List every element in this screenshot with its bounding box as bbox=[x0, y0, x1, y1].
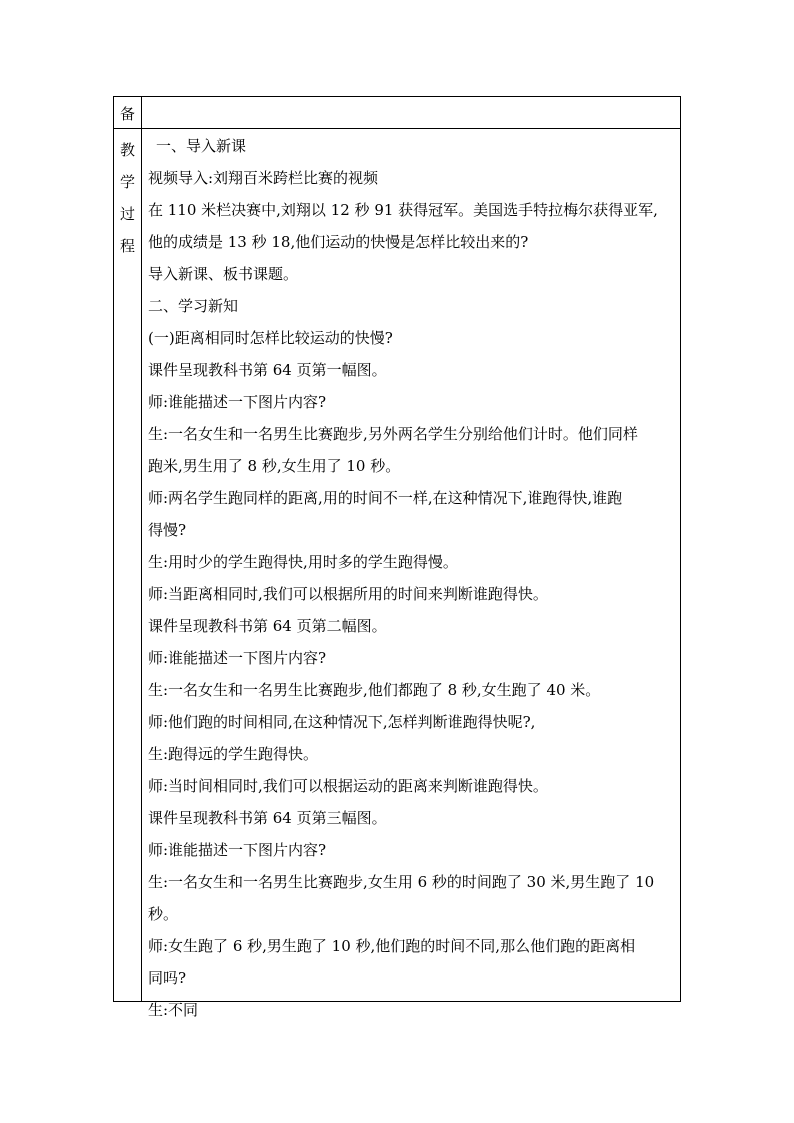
text-line: 课件呈现教科书第 64 页第三幅图。 bbox=[148, 809, 387, 827]
section-heading: 二、学习新知 bbox=[148, 297, 239, 315]
text-line: 课件呈现教科书第 64 页第二幅图。 bbox=[148, 617, 387, 635]
row-label-teaching-process bbox=[114, 134, 141, 262]
lesson-content bbox=[148, 130, 678, 1026]
row-label-top: 备 bbox=[119, 105, 135, 123]
text-line: 视频导入:刘翔百米跨栏比赛的视频 bbox=[148, 169, 379, 187]
text-line: 师:两名学生跑同样的距离,用的时间不一样,在这种情况下,谁跑得快,谁跑 bbox=[148, 489, 623, 507]
row-label-char: 程 bbox=[119, 237, 135, 255]
lesson-table bbox=[113, 96, 681, 1019]
row-label-char: 过 bbox=[119, 205, 135, 223]
table-header-row bbox=[114, 97, 680, 129]
text-line: 生:用时少的学生跑得快,用时多的学生跑得慢。 bbox=[148, 553, 458, 571]
row-label-char: 教 bbox=[119, 141, 135, 159]
text-line: 师:谁能描述一下图片内容? bbox=[148, 649, 327, 667]
text-line: 生:不同 bbox=[148, 1001, 199, 1019]
text-line: 在 110 米栏决赛中,刘翔以 12 秒 91 获得冠军。美国选手特拉梅尔获得亚军, bbox=[148, 201, 658, 219]
text-line: 同吗? bbox=[148, 969, 187, 987]
subsection-heading: (一)距离相同时怎样比较运动的快慢? bbox=[148, 329, 393, 347]
text-line: 导入新课、板书课题。 bbox=[148, 265, 299, 283]
text-line: 生:一名女生和一名男生比赛跑步,女生用 6 秒的时间跑了 30 米,男生跑了 10 bbox=[148, 873, 655, 891]
text-line: 生:一名女生和一名男生比赛跑步,另外两名学生分别给他们计时。他们同样 bbox=[148, 425, 638, 443]
text-line: 生:跑得远的学生跑得快。 bbox=[148, 745, 319, 763]
text-line: 师:女生跑了 6 秒,男生跑了 10 秒,他们跑的时间不同,那么他们跑的距离相 bbox=[148, 937, 636, 955]
text-line: 师:谁能描述一下图片内容? bbox=[148, 393, 327, 411]
text-line: 师:他们跑的时间相同,在这种情况下,怎样判断谁跑得快呢?, bbox=[148, 713, 536, 731]
row-label-char: 学 bbox=[119, 173, 135, 191]
text-line: 师:谁能描述一下图片内容? bbox=[148, 841, 327, 859]
column-divider bbox=[141, 97, 142, 1001]
text-line: 师:当距离相同时,我们可以根据所用的时间来判断谁跑得快。 bbox=[148, 585, 548, 603]
text-line: 师:当时间相同时,我们可以根据运动的距离来判断谁跑得快。 bbox=[148, 777, 548, 795]
text-line: 秒。 bbox=[148, 905, 179, 923]
text-line: 得慢? bbox=[148, 521, 187, 539]
text-line: 生:一名女生和一名男生比赛跑步,他们都跑了 8 秒,女生跑了 40 米。 bbox=[148, 681, 601, 699]
section-heading: 一、导入新课 bbox=[156, 137, 247, 155]
text-line: 他的成绩是 13 秒 18,他们运动的快慢是怎样比较出来的? bbox=[148, 233, 529, 251]
text-line: 跑米,男生用了 8 秒,女生用了 10 秒。 bbox=[148, 457, 401, 475]
text-line: 课件呈现教科书第 64 页第一幅图。 bbox=[148, 361, 387, 379]
